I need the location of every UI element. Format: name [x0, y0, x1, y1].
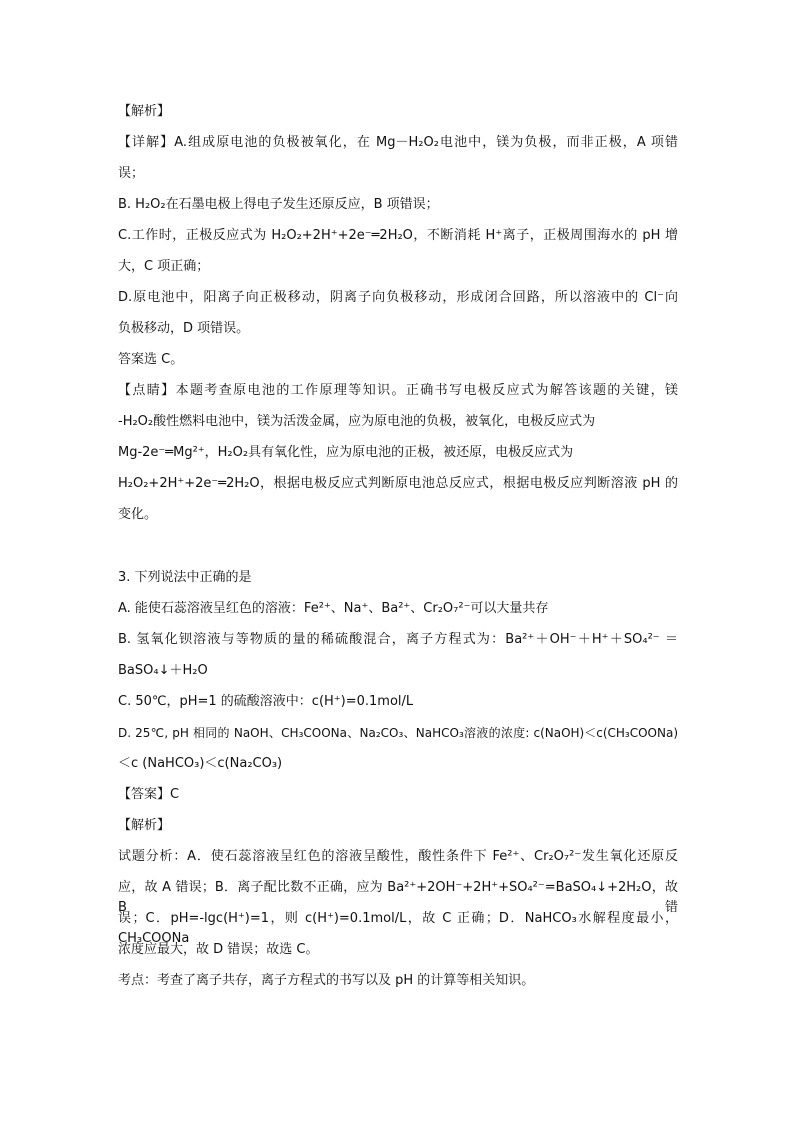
option-d-cont: ＜c (NaHCO₃)＜c(Na₂CO₃) — [118, 756, 283, 771]
option-b-cont: BaSO₄↓＋H₂O — [118, 663, 208, 678]
analysis-line: 应，故 A 错误；B．离子配比数不正确，应为 Ba²⁺+2OH⁻+2H⁺+SO₄²⁻=BaSO₄↓+2H₂O，故 B 错 — [118, 880, 678, 915]
dianjing-line: 变化。 — [118, 507, 158, 522]
jiexi-heading-2: 【解析】 — [118, 818, 171, 833]
explanation-line: 大，C 项正确； — [118, 259, 210, 274]
option-a: A. 能使石蕊溶液呈红色的溶液：Fe²⁺、Na⁺、Ba²⁺、Cr₂O₇²⁻可以大量共存 — [118, 601, 549, 616]
explanation-line: D.原电池中，阳离子向正极移动，阴离子向负极移动，形成闭合回路，所以溶液中的 Cl⁻向 — [118, 290, 678, 305]
question-stem: 3. 下列说法中正确的是 — [118, 570, 252, 585]
dianjing-line: -H₂O₂酸性燃料电池中，镁为活泼金属，应为原电池的负极，被氧化，电极反应式为 — [118, 414, 596, 429]
dianjing-line: Mg-2e⁻═Mg²⁺，H₂O₂具有氧化性，应为原电池的正极，被还原，电极反应式为 — [118, 445, 574, 460]
analysis-line: 误；C．pH=-lgc(H⁺)=1，则 c(H⁺)=0.1mol/L，故 C 正确；D．NaHCO₃水解程度最小，CH₃COONa — [118, 911, 678, 946]
option-b: B. 氢氧化钡溶液与等物质的量的稀硫酸混合，离子方程式为：Ba²⁺＋OH⁻＋H⁺＋SO₄²⁻ ＝ — [118, 632, 678, 647]
explanation-line: 答案选 C。 — [118, 352, 184, 367]
analysis-line: 试题分析：A．使石蕊溶液呈红色的溶液呈酸性，酸性条件下 Fe²⁺、Cr₂O₇²⁻发生氧化还原反 — [118, 849, 678, 864]
explanation-line: C.工作时，正极反应式为 H₂O₂+2H⁺+2e⁻═2H₂O，不断消耗 H⁺离子，正极周围海水的 pH 增 — [118, 228, 678, 243]
explanation-line: 【详解】A.组成原电池的负极被氧化，在 Mg－H₂O₂电池中，镁为负极，而非正极，A 项错 — [118, 135, 678, 150]
jiexi-heading-1: 【解析】 — [118, 104, 171, 119]
explanation-line: 误； — [118, 166, 145, 181]
kaodian-line: 考点：考查了离子共存，离子方程式的书写以及 pH 的计算等相关知识。 — [118, 973, 535, 988]
dianjing-line: 【点睛】本题考查原电池的工作原理等知识。正确书写电极反应式为解答该题的关键，镁 — [118, 383, 678, 398]
option-d: D. 25℃, pH 相同的 NaOH、CH₃COONa、Na₂CO₃、NaHCO₃溶液的浓度: c(NaOH)＜c(CH₃COONa) — [118, 726, 678, 740]
analysis-line: 浓度应最大，故 D 错误；故选 C。 — [118, 942, 319, 957]
explanation-line: B. H₂O₂在石墨电极上得电子发生还原反应，B 项错误； — [118, 197, 439, 212]
option-c: C. 50℃，pH=1 的硫酸溶液中：c(H⁺)=0.1mol/L — [118, 694, 414, 709]
dianjing-line: H₂O₂+2H⁺+2e⁻═2H₂O，根据电极反应式判断原电池总反应式，根据电极反应判断溶液 pH 的 — [118, 476, 678, 491]
explanation-line: 负极移动，D 项错误。 — [118, 321, 250, 336]
answer: 【答案】C — [118, 787, 180, 802]
